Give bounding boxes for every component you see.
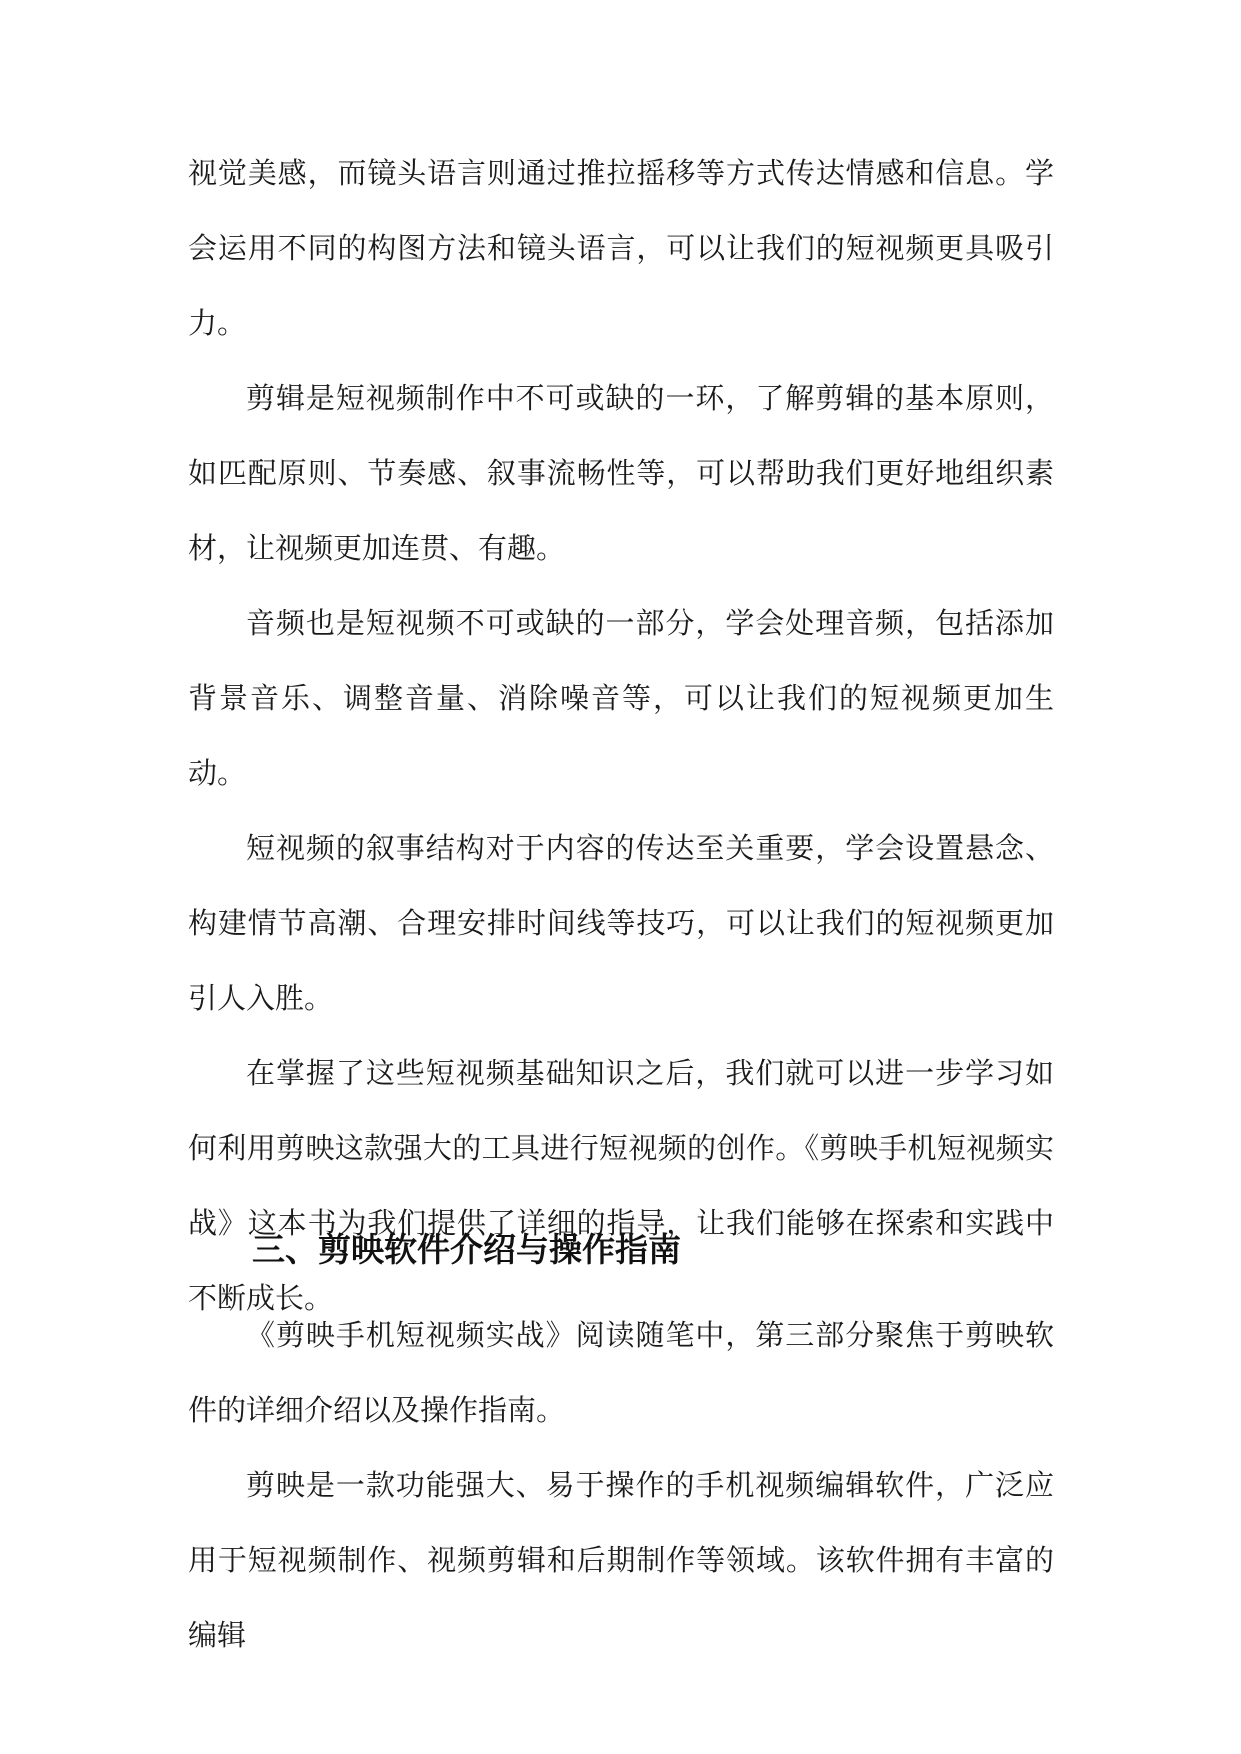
section-heading: 三、剪映软件介绍与操作指南 (252, 1230, 681, 1269)
paragraph-continuation: 视觉美感，而镜头语言则通过推拉摇移等方式传达情感和信息。学会运用不同的构图方法和镜头语言，可以让我们的短视频更具吸引力。 (188, 156, 1054, 340)
paragraph-section-intro: 《剪映手机短视频实战》阅读随笔中，第三部分聚焦于剪映软件的详细介绍以及操作指南。 (188, 1318, 1054, 1427)
paragraph-editing: 剪辑是短视频制作中不可或缺的一环，了解剪辑的基本原则，如匹配原则、节奏感、叙事流畅性等，可以帮助我们更好地组织素材，让视频更加连贯、有趣。 (188, 381, 1054, 565)
paragraph-software-overview: 剪映是一款功能强大、易于操作的手机视频编辑软件，广泛应用于短视频制作、视频剪辑和后期制作等领域。该软件拥有丰富的编辑 (188, 1468, 1054, 1652)
body-text-block-bottom (188, 1298, 1054, 1673)
paragraph-transition: 在掌握了这些短视频基础知识之后，我们就可以进一步学习如何利用剪映这款强大的工具进行短视频的创作。《剪映手机短视频实战》这本书为我们提供了详细的指导，让我们能够在探索和实践中不断成长。 (188, 1056, 1054, 1315)
body-text-block-top (188, 136, 1054, 1336)
paragraph-narrative: 短视频的叙事结构对于内容的传达至关重要，学会设置悬念、构建情节高潮、合理安排时间线等技巧，可以让我们的短视频更加引人入胜。 (188, 831, 1054, 1015)
paragraph-audio: 音频也是短视频不可或缺的一部分，学会处理音频，包括添加背景音乐、调整音量、消除噪音等，可以让我们的短视频更加生动。 (188, 606, 1054, 790)
